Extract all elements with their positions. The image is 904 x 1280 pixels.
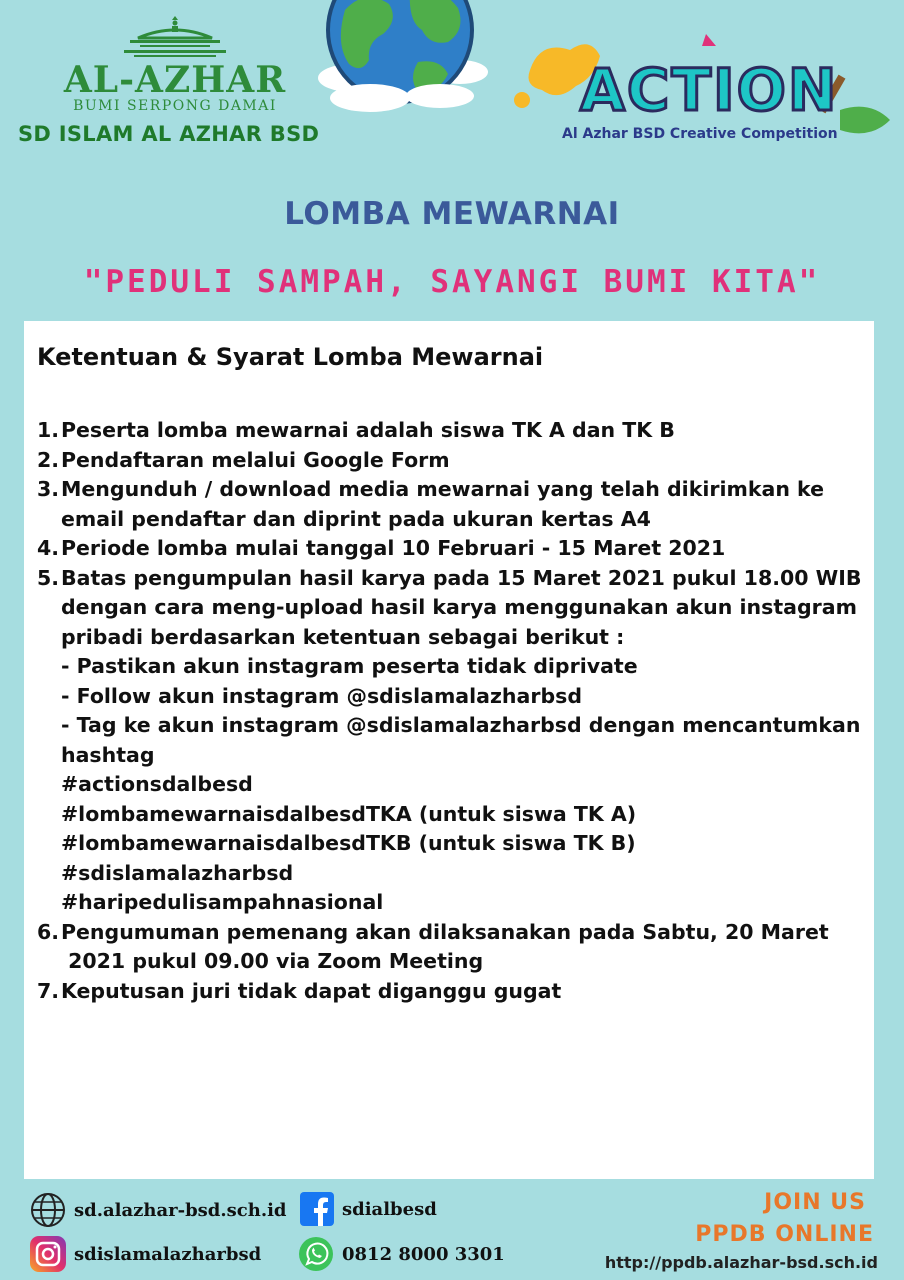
logo-subtitle: BUMI SERPONG DAMAI [73, 98, 277, 114]
rule-number: 3. [37, 477, 60, 501]
facebook-link[interactable] [300, 1192, 437, 1226]
rule-line: hashtag [61, 742, 155, 767]
rule-number: 6. [37, 919, 60, 944]
al-azhar-logo [60, 14, 290, 124]
slogan: "PEDULI SAMPAH, SAYANGI BUMI KITA" [83, 264, 821, 300]
rule-line: pribadi berdasarkan ketentuan sebagai berikut : [61, 624, 625, 649]
rule-item [37, 416, 867, 446]
rule-line: Batas pengumpulan hasil karya pada 15 Maret 2021 pukul 18.00 WIB [61, 565, 862, 590]
rule-item [37, 977, 867, 1007]
mosque-icon [120, 14, 230, 60]
card-title: Ketentuan & Syarat Lomba Mewarnai [37, 343, 544, 371]
rule-number: 4. [37, 536, 60, 560]
rule-number: 5. [37, 565, 60, 590]
website-link[interactable] [30, 1192, 287, 1228]
rule-line: dengan cara meng-upload hasil karya menggunakan akun instagram [61, 595, 857, 619]
instagram-text: sdislamalazharbsd [74, 1243, 262, 1265]
school-name: SD ISLAM AL AZHAR BSD [18, 122, 320, 146]
rule-item [37, 564, 867, 918]
facebook-text: sdialbesd [342, 1198, 437, 1220]
footer [0, 1180, 904, 1280]
join-us-text: JOIN US [764, 1190, 866, 1215]
rule-line: email pendaftar dan diprint pada ukuran kertas A4 [61, 506, 651, 531]
globe-icon [30, 1192, 66, 1228]
rule-line: - Tag ke akun instagram @sdislamalazharbsd dengan mencantumkan [61, 713, 861, 737]
rule-line: Periode lomba mulai tanggal 10 Februari - 15 Maret 2021 [61, 536, 726, 560]
rules-card [24, 321, 874, 1179]
rule-number: 1. [37, 418, 60, 442]
header [0, 0, 904, 170]
action-subtitle: Al Azhar BSD Creative Competition [562, 126, 838, 142]
facebook-icon [300, 1192, 334, 1226]
main-title: LOMBA MEWARNAI [284, 196, 620, 232]
instagram-icon [30, 1236, 66, 1272]
rule-item [37, 534, 867, 564]
hashtag: #haripedulisampahnasional [61, 890, 384, 914]
earth-globe-icon [300, 0, 500, 130]
website-text: sd.alazhar-bsd.sch.id [74, 1199, 287, 1221]
hashtag: #actionsdalbesd [61, 772, 253, 796]
rule-line: Keputusan juri tidak dapat diganggu gugat [61, 978, 562, 1003]
action-word: ACTION [580, 56, 839, 124]
rule-line: - Pastikan akun instagram peserta tidak diprivate [61, 654, 638, 678]
ppdb-online-text: PPDB ONLINE [695, 1222, 874, 1247]
instagram-link[interactable] [30, 1236, 261, 1272]
hashtag: #lombamewarnaisdalbesdTKB (untuk siswa TK B) [61, 831, 636, 855]
whatsapp-link[interactable] [298, 1236, 505, 1272]
rule-line: Peserta lomba mewarnai adalah siswa TK A dan TK B [61, 418, 675, 442]
rule-item [37, 475, 867, 534]
rule-line: - Follow akun instagram @sdislamalazharbsd [61, 683, 583, 708]
rule-line: 2021 pukul 09.00 via Zoom Meeting [61, 949, 484, 973]
rule-item [37, 918, 867, 977]
rule-line: Pengumuman pemenang akan dilaksanakan pada Sabtu, 20 Maret [61, 919, 829, 944]
ppdb-url-link[interactable]: http://ppdb.alazhar-bsd.sch.id [604, 1253, 878, 1272]
action-logo [510, 30, 900, 150]
rule-item [37, 446, 867, 476]
logo-title: AL-AZHAR [63, 59, 287, 101]
rule-line: Pendaftaran melalui Google Form [61, 447, 450, 472]
hashtag: #lombamewarnaisdalbesdTKA (untuk siswa TK A) [61, 801, 637, 826]
rule-line: Mengunduh / download media mewarnai yang telah dikirimkan ke [61, 477, 825, 501]
rule-number: 7. [37, 978, 60, 1003]
whatsapp-icon [298, 1236, 334, 1272]
whatsapp-text: 0812 8000 3301 [342, 1243, 505, 1265]
hashtag: #sdislamalazharbsd [61, 860, 294, 885]
rules-list [37, 416, 867, 1006]
rule-number: 2. [37, 447, 60, 472]
